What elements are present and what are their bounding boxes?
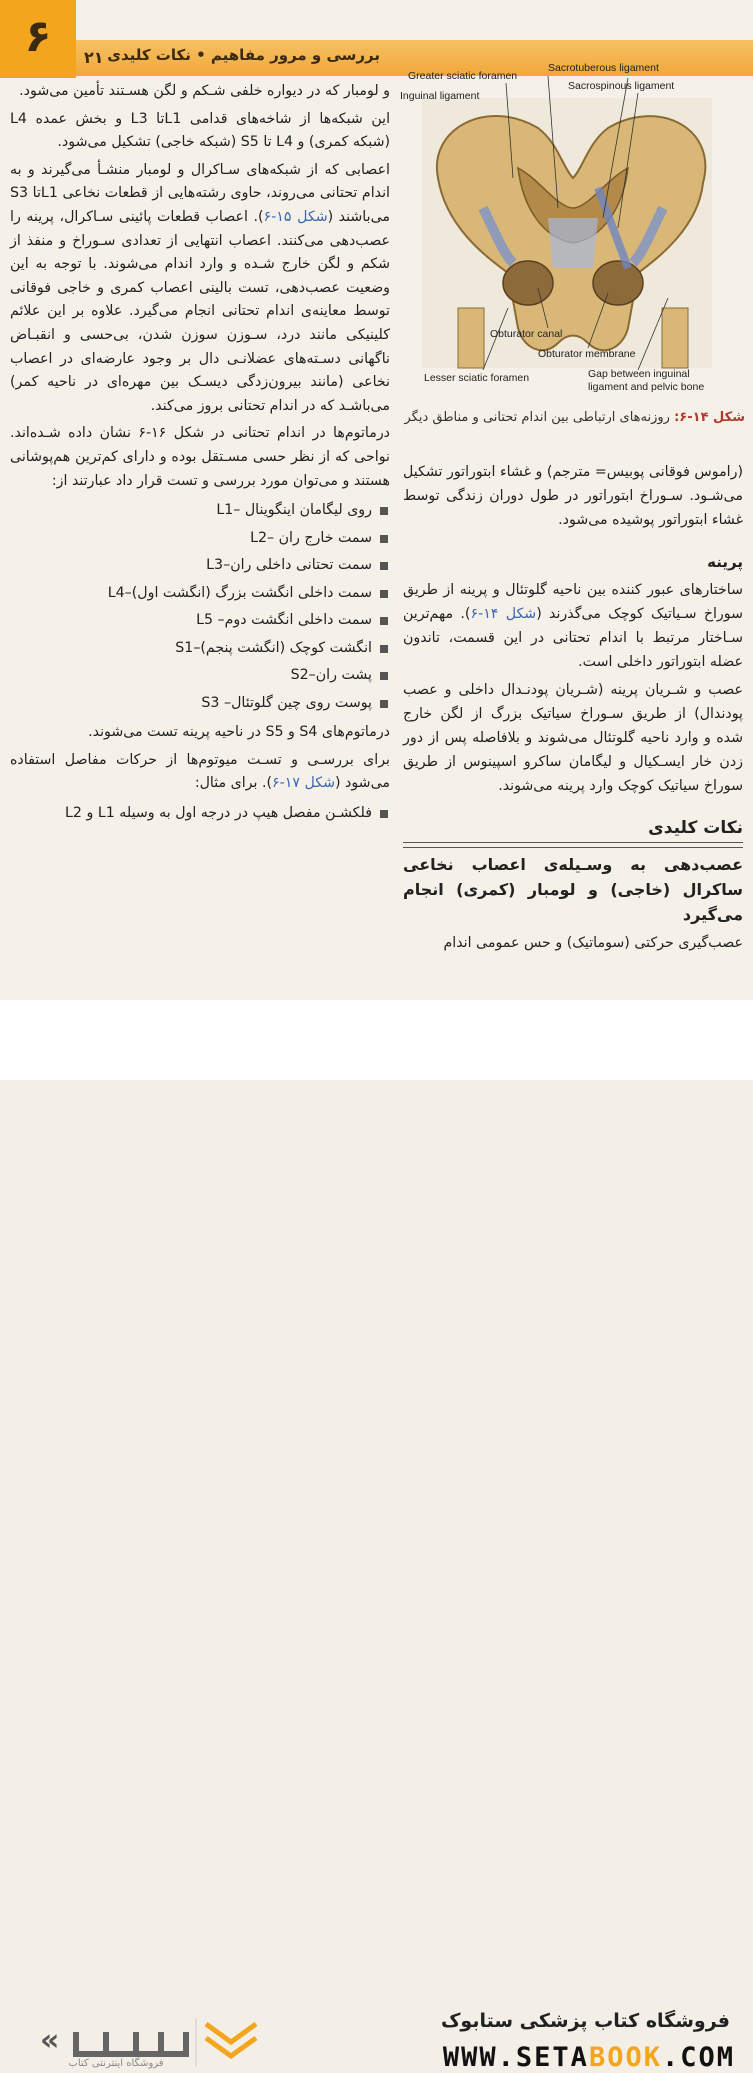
running-head: بررسی و مرور مفاهیم • نکات کلیدی — [107, 46, 380, 64]
caption-label: شکل ۱۴-۶: — [674, 410, 745, 425]
text-run: اعصابی که از شبکه‌های سـاکرال و لومبار منشـأ می‌گیرند و به اندام تحتانی می‌روند، حاوی رشته‌هایی از قطعات نخاعی L1تا S3 می‌باشند ( — [10, 161, 390, 225]
list-item: فلکشـن مفصل هیپ در درجه اول به وسیله L1 و L2 — [10, 800, 390, 828]
label-sacrotuberous: Sacrotuberous ligament — [548, 62, 659, 74]
list-item: سمت داخلی انگشت دوم– L5 — [10, 607, 390, 635]
logo-caption: فروشگاه اینترنتی کتاب — [68, 2058, 164, 2069]
list-item: انگشت کوچک (انگشت پنجم)–S1 — [10, 635, 390, 663]
figure-caption — [400, 410, 745, 425]
url-part: .COM — [661, 2042, 735, 2073]
url-part: WWW.SETA — [442, 2042, 589, 2073]
text-run: ). برای مثال: — [194, 775, 272, 792]
paragraph: درماتوم‌ها در اندام تحتانی در شکل ۱۶-۶ نشان داده شـده‌اند. نواحی که از نظر حسی مسـتقل بوده و دارای کم‌ترین هم‌پوشانی هستند و می‌توان مورد بررسی و تست قرار داد عبارتند از: — [10, 425, 390, 489]
paragraph — [10, 159, 390, 419]
text-run: ). اعصاب قطعات پائینی سـاکرال، پرینه را عصب‌دهی می‌کنند. اعصاب انتهایی از تعدادی سـوراخ و منفذ از شکم و لگن خارج شـده و وارد اندام می‌شوند. با توجه به این وضعیت عصب‌دهی، تست بالینی اعصاب کمری و خاجی فوقانی توسط معاینه‌ی اندام تحتانی انجام می‌گیرد. علاوه بر این علائم کلینیکی مانند درد، سـوزن سوزن شدن، بی‌حسی و انقبـاض ناگهانی دسـته‌های عضلانـی دال بر وجود عارضه‌ای در اعصاب نخاعی (مانند بیرون‌زدگی دیسـک بین مهره‌ای در ناحیه کمر) می‌باشـد که در اندام تحتانی بروز می‌کند. — [10, 208, 390, 414]
book-page — [0, 0, 753, 1000]
label-obturator-membrane: Obturator membrane — [538, 348, 636, 360]
paragraph: عصب و شـریان پرینه (شـریان پودنـدال داخلی و عصب پودندال) از طریق سـوراخ سیاتیک بزرگ از لگن خارج شده و وارد ناحیه گلوتئال می‌شوند و بلافاصله پس از دور زدن خار ایسـکیال و لیگامان ساکرو اسپینوس از طریق سوراخ سیاتیک کوچک وارد پرینه می‌شوند. — [403, 682, 743, 794]
text-run: ساختارهای عبور کننده بین ناحیه گلوتئال و پرینه از طریق سوراخ سـیاتیک کوچک می‌گذرند ( — [403, 582, 743, 622]
paragraph: و لومبار که در دیواره خلفی شـکم و لگن هسـتند تأمین می‌شود. — [19, 83, 390, 99]
pelvis-figure — [398, 58, 748, 398]
page-number: ۲۱ — [84, 48, 104, 67]
list-item: پوست روی چین گلوتئال– S3 — [10, 690, 390, 718]
figure-reference[interactable]: شکل ۱۴-۶ — [470, 606, 537, 622]
paragraph: درماتوم‌های S4 و S5 در ناحیه پرینه تست می‌شوند. — [88, 724, 390, 741]
key-points-subtitle: عصب‌دهی به وسـیله‌ی اعصاب نخاعی ساکرال (خاجی) و لومبار (کمری) انجام می‌گیرد — [403, 847, 743, 927]
label-sacrospinous: Sacrospinous ligament — [568, 80, 675, 92]
svg-text:«: « — [40, 2023, 60, 2058]
list-item: سمت داخلی انگشت بزرگ (انگشت اول)–L4 — [10, 580, 390, 608]
label-gap-line2: ligament and pelvic bone — [588, 381, 705, 393]
figure-reference[interactable]: شکل ۱۵-۶ — [263, 208, 328, 225]
chapter-number: ۶ — [0, 0, 76, 78]
text-run: ). مهم‌ترین سـاختار مرتبط با اندام تحتانی در این قسمت، تاندون عضله ابتوراتور داخلی است. — [403, 606, 743, 670]
list-item: پشت ران–S2 — [10, 662, 390, 690]
text-run: برای بررسـی و تسـت میوتوم‌ها از حرکات مفاصل استفاده می‌شود ( — [10, 751, 390, 792]
paragraph: این شبکه‌ها از شاخه‌های قدامی L1تا L3 و بخش عمده L4 (شبکه کمری) و L4 تا S5 (شبکه خاجی) تشکیل می‌شود. — [10, 110, 391, 151]
figure-reference[interactable]: شکل ۱۷-۶ — [272, 775, 335, 792]
myotome-list — [10, 800, 390, 828]
left-column — [403, 460, 743, 959]
paragraph: عصب‌گیری حرکتی (سوماتیک) و حس عمومی اندام — [443, 935, 743, 951]
section-title: پرینه — [707, 553, 743, 571]
list-item: سمت تحتانی داخلی ران–L3 — [10, 552, 390, 580]
label-lesser-sciatic: Lesser sciatic foramen — [424, 372, 530, 384]
right-column — [10, 80, 390, 831]
label-greater-sciatic: Greater sciatic foramen — [408, 70, 518, 82]
label-inguinal: Inguinal ligament — [400, 90, 480, 102]
store-name: فروشگاه کتاب پزشکی ستابوک — [440, 2010, 730, 2032]
paragraph — [403, 578, 743, 674]
pelvis-illustration — [398, 58, 748, 398]
dermatome-list — [10, 497, 390, 717]
store-footer — [0, 1000, 753, 2073]
label-obturator-canal: Obturator canal — [490, 328, 563, 340]
caption-text: روزنه‌های ارتباطی بین اندام تحتانی و مناطق دیگر — [404, 410, 675, 425]
key-points-title: نکات کلیدی — [403, 816, 743, 843]
list-item: سمت خارج ران –L2 — [10, 525, 390, 553]
paragraph: (راموس فوقانی پوبیس= مترجم) و غشاء ابتوراتور تشکیل می‌شـود. سـوراخ ابتوراتور در طول دوران زندگی توسط غشاء ابتوراتور پوشیده می‌شود. — [403, 464, 743, 528]
url-part-highlight: BOOK — [588, 2042, 662, 2073]
list-item: روی لیگامان اینگوینال –L1 — [10, 497, 390, 525]
paragraph — [10, 749, 390, 796]
store-url[interactable] — [390, 2042, 735, 2073]
label-gap-line1: Gap between inguinal — [588, 368, 690, 380]
